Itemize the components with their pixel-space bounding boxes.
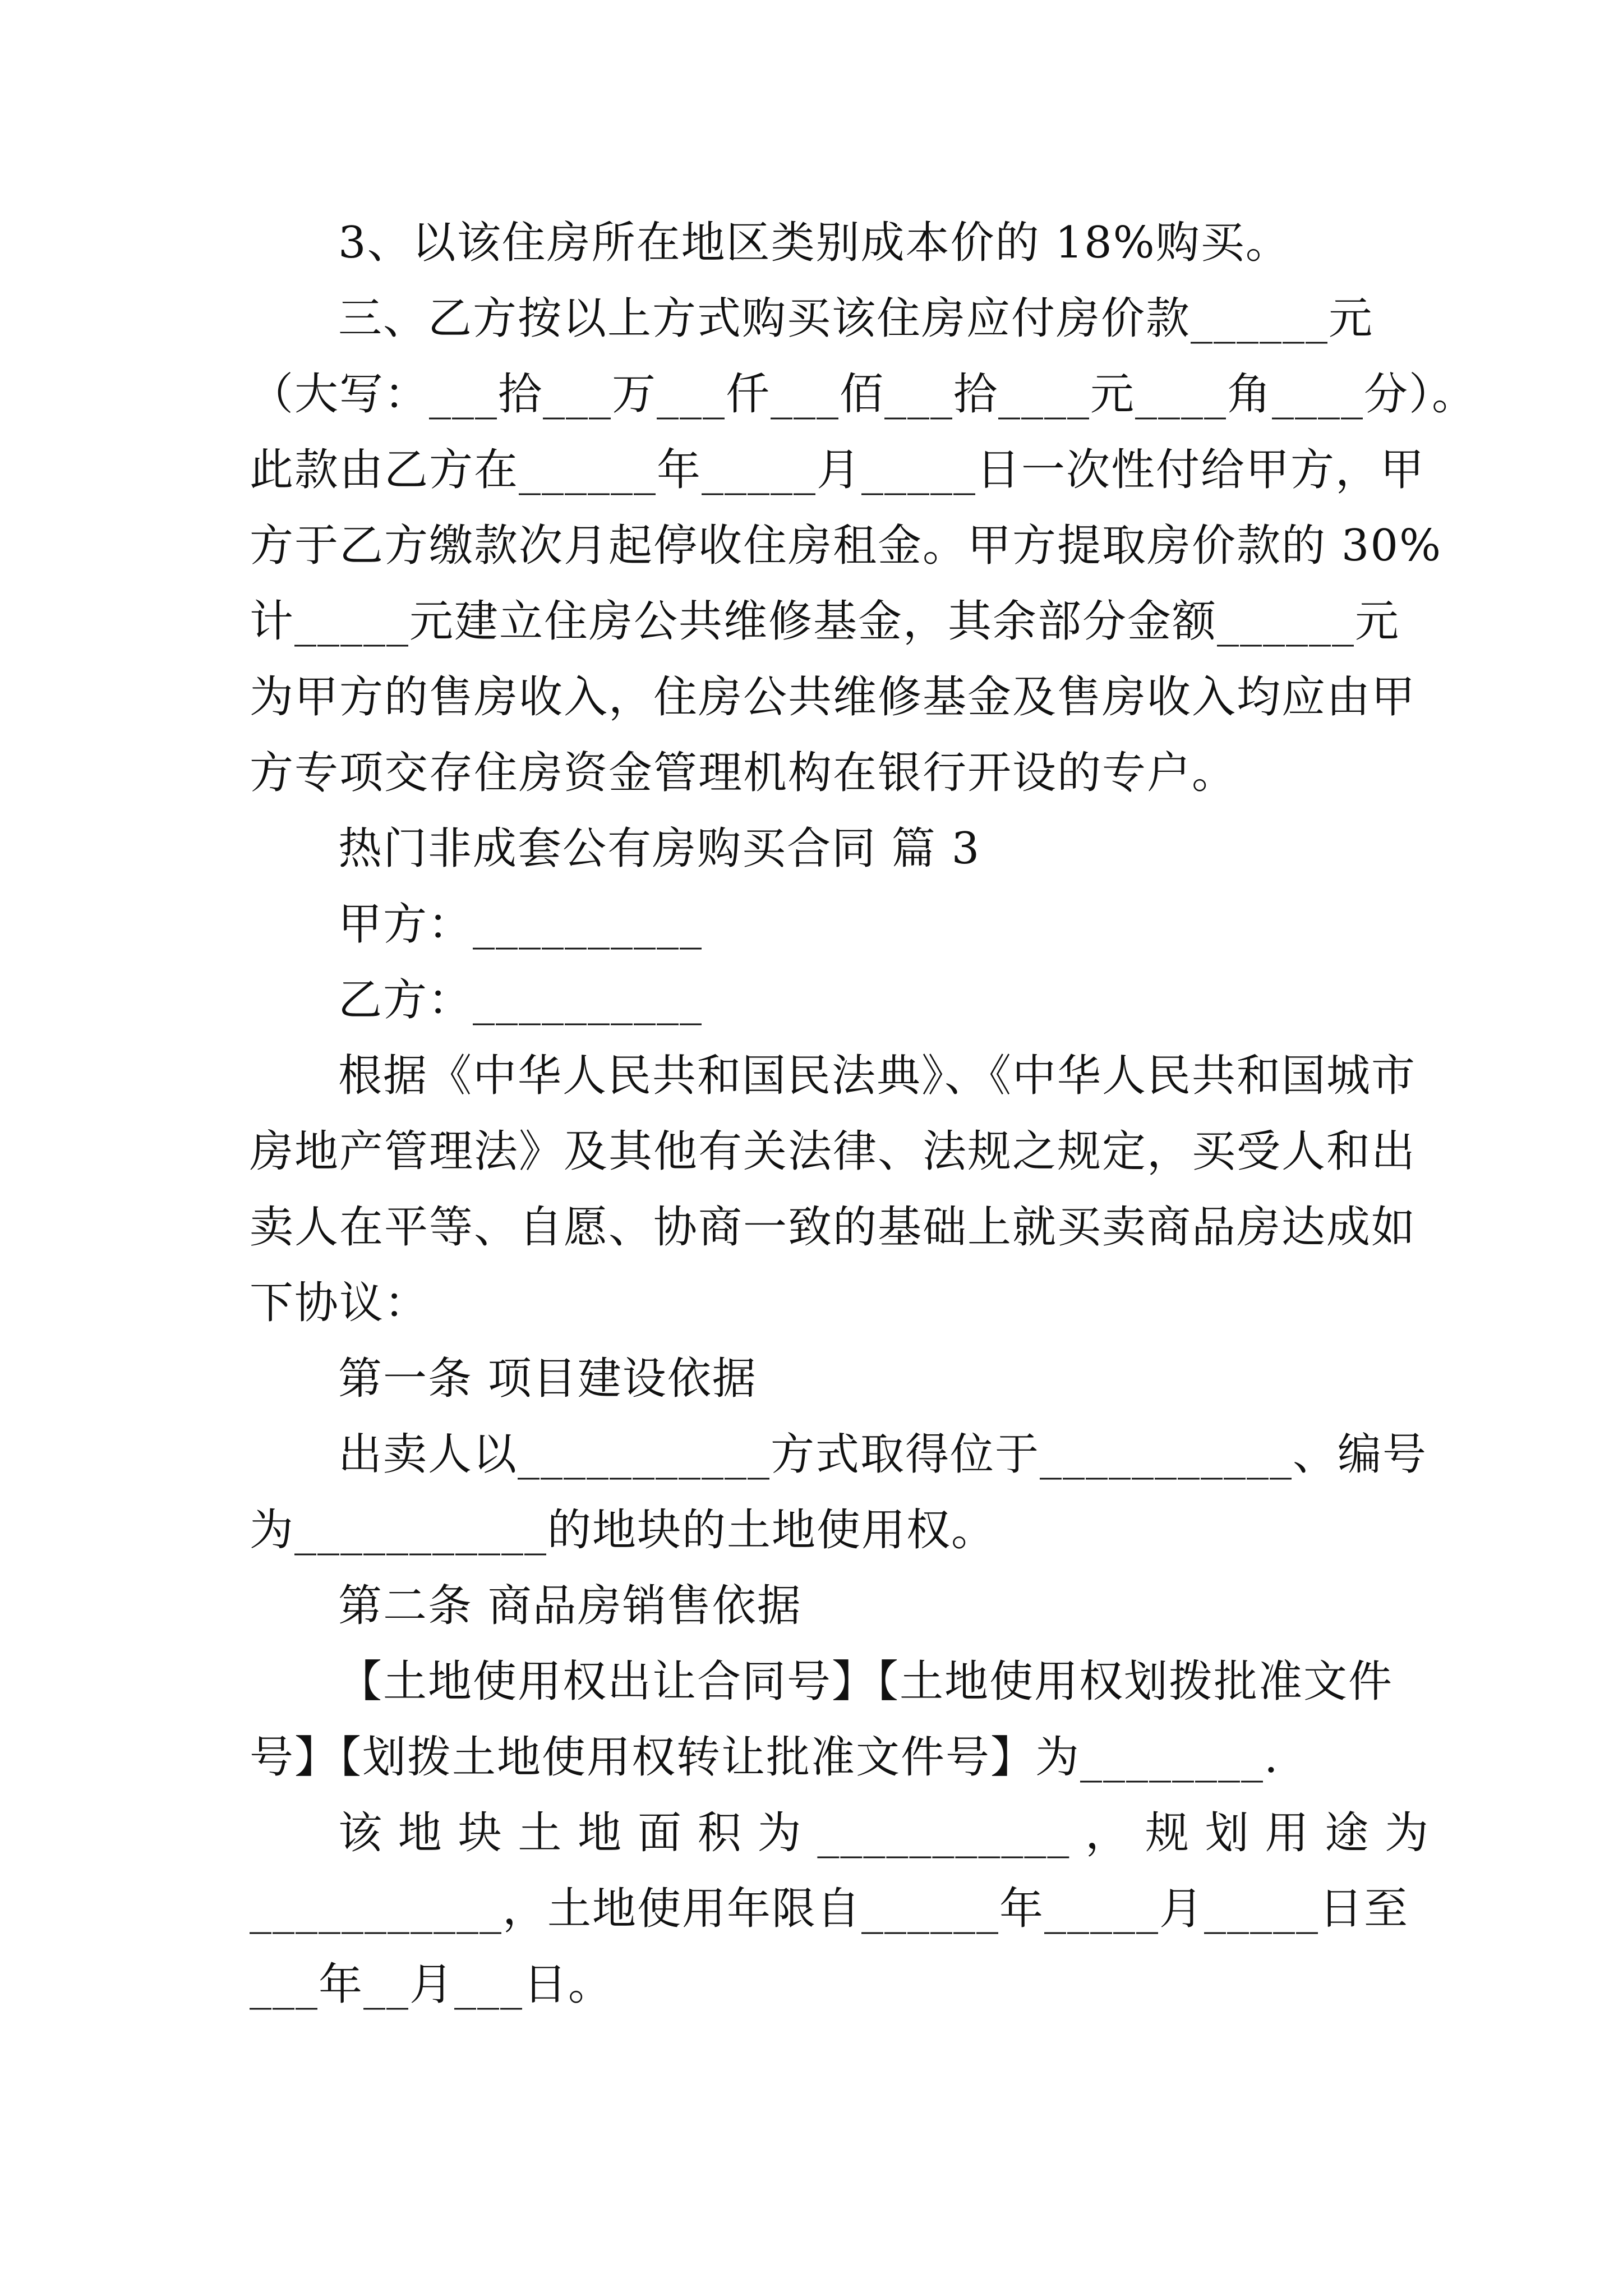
text-line: 出卖人以___________方式取得位于___________、编号 — [338, 1429, 1428, 1480]
article-heading: 第二条 商品房销售依据 — [338, 1581, 802, 1631]
text-line: 卖人在平等、自愿、协商一致的基础上就买卖商品房达成如 — [250, 1202, 1417, 1253]
section-heading: 热门非成套公有房购买合同 篇 3 — [338, 823, 981, 874]
text-line: 为___________的地块的土地使用权。 — [250, 1505, 997, 1556]
text-line: 房地产管理法》及其他有关法律、法规之规定，买受人和出 — [250, 1126, 1417, 1177]
text-line: 下协议： — [250, 1278, 430, 1328]
text-line: 计_____元建立住房公共维修基金，其余部分金额______元 — [250, 596, 1400, 647]
party-b-line: 乙方：__________ — [338, 975, 703, 1025]
text-line: ___________，土地使用年限自______年_____月_____日至 — [250, 1884, 1409, 1934]
text-line: （大写：___拾___万___仟___佰___拾____元____角____分）。 — [250, 369, 1477, 420]
text-line: 方专项交存住房资金管理机构在银行开设的专户。 — [250, 748, 1237, 798]
text-line: 该 地 块 土 地 面 积 为 ___________ ， 规 划 用 途 为 — [338, 1808, 1430, 1858]
article-heading: 第一条 项目建设依据 — [338, 1354, 757, 1404]
text-line: 【土地使用权出让合同号】【土地使用权划拨批准文件 — [338, 1657, 1394, 1707]
text-line: 3、以该住房所在地区类别成本价的 18%购买。 — [338, 218, 1290, 268]
text-line: 此款由乙方在______年_____月_____日一次性付给甲方，甲 — [250, 445, 1426, 495]
text-line: 方于乙方缴款次月起停收住房租金。甲方提取房价款的 30% — [250, 521, 1442, 571]
text-line: 三、乙方按以上方式购买该住房应付房价款______元 — [338, 293, 1374, 344]
text-line: ___年__月___日。 — [250, 1959, 614, 2010]
text-line: 根据《中华人民共和国民法典》、《中华人民共和国城市 — [338, 1051, 1417, 1101]
text-line: 为甲方的售房收入，住房公共维修基金及售房收入均应由甲 — [250, 672, 1417, 723]
text-line: 号】【划拨土地使用权转让批准文件号】为________. — [250, 1732, 1279, 1783]
party-a-line: 甲方：__________ — [338, 899, 703, 950]
